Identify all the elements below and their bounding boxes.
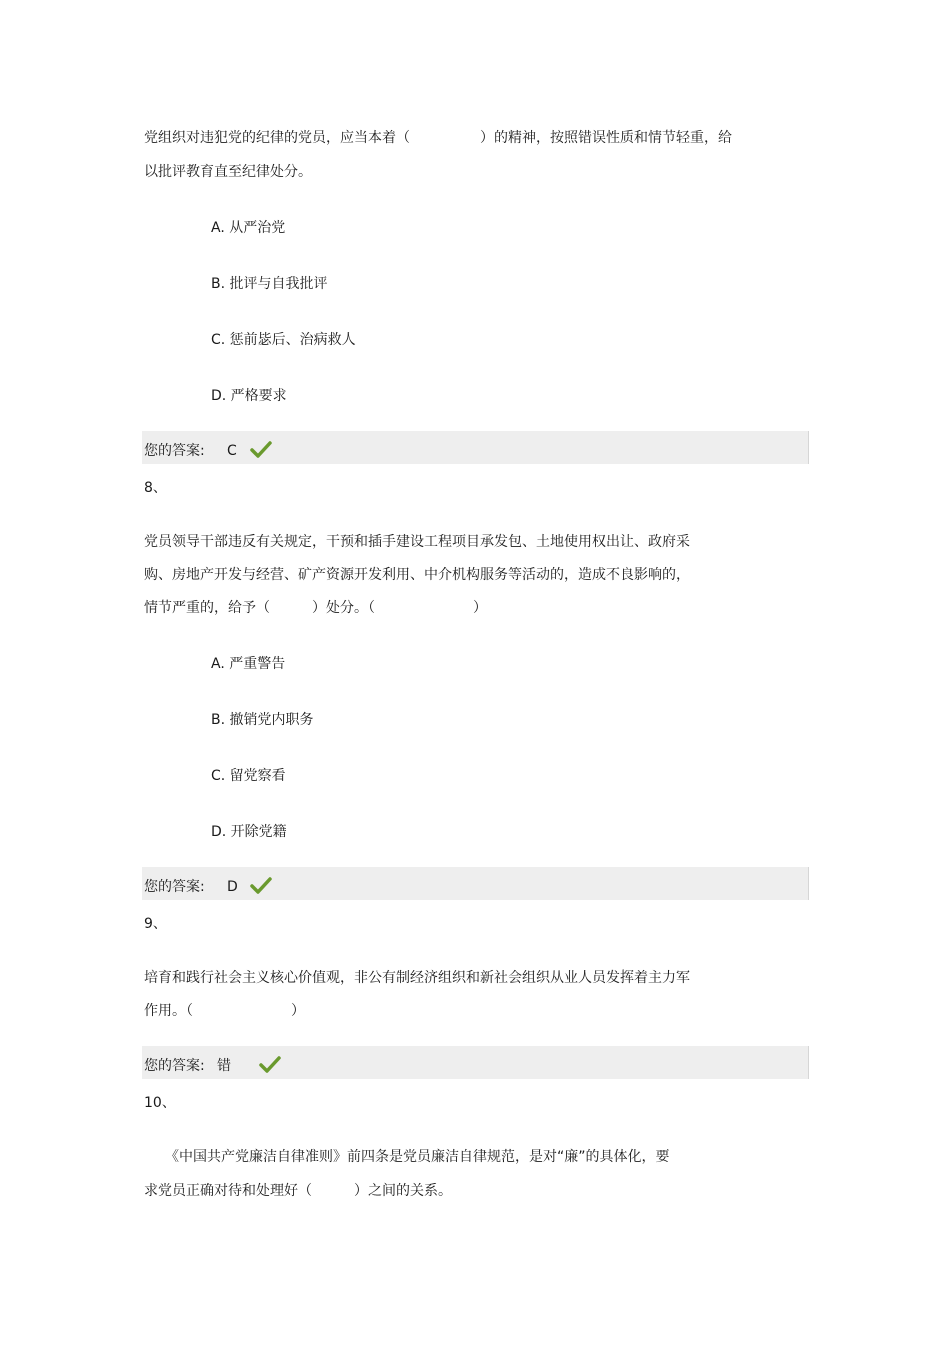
answer-label: 您的答案:: [144, 1058, 205, 1074]
question-number: 10、: [144, 1095, 176, 1111]
question-stem-line: 培育和践行社会主义核心价值观，非公有制经济组织和新社会组织从业人员发挥着主力军: [144, 970, 690, 986]
answer-label: 您的答案:: [144, 879, 205, 895]
question-stem-line: 购、房地产开发与经营、矿产资源开发利用、中介机构服务等活动的，造成不良影响的，: [144, 567, 690, 583]
question-number: 9、: [144, 916, 167, 932]
option-c[interactable]: C. 惩前毖后、治病救人: [211, 332, 356, 348]
option-c[interactable]: C. 留党察看: [211, 768, 286, 784]
option-b[interactable]: B. 批评与自我批评: [211, 276, 328, 292]
question-stem-line: 《中国共产党廉洁自律准则》前四条是党员廉洁自律规范，是对“廉”的具体化，要: [144, 1149, 670, 1165]
question-stem-line: 作用。（ ）: [144, 1003, 305, 1019]
question-stem-line: 求党员正确对待和处理好（ ）之间的关系。: [144, 1183, 452, 1199]
answer-bar: [142, 431, 809, 464]
check-mark-icon: [250, 440, 272, 460]
answer-bar: [142, 867, 809, 900]
option-d[interactable]: D. 严格要求: [211, 388, 287, 404]
option-d[interactable]: D. 开除党籍: [211, 824, 287, 840]
question-stem-line: 党员领导干部违反有关规定，干预和插手建设工程项目承发包、土地使用权出让、政府采: [144, 534, 690, 550]
question-stem-line: 情节严重的，给予（ ）处分。（ ）: [144, 600, 487, 616]
option-b[interactable]: B. 撤销党内职务: [211, 712, 314, 728]
question-stem-line: 党组织对违犯党的纪律的党员，应当本着（ ）的精神，按照错误性质和情节轻重，给: [144, 130, 732, 146]
option-a[interactable]: A. 从严治党: [211, 220, 286, 236]
answer-label: 您的答案:: [144, 443, 205, 459]
check-mark-icon: [250, 876, 272, 896]
option-a[interactable]: A. 严重警告: [211, 656, 286, 672]
answer-bar: [142, 1046, 809, 1079]
answer-value: C: [227, 443, 237, 459]
question-stem-line: 以批评教育直至纪律处分。: [144, 164, 312, 180]
check-mark-icon: [259, 1055, 281, 1075]
answer-value: D: [227, 879, 238, 895]
answer-value: 错: [217, 1058, 231, 1074]
question-number: 8、: [144, 480, 167, 496]
